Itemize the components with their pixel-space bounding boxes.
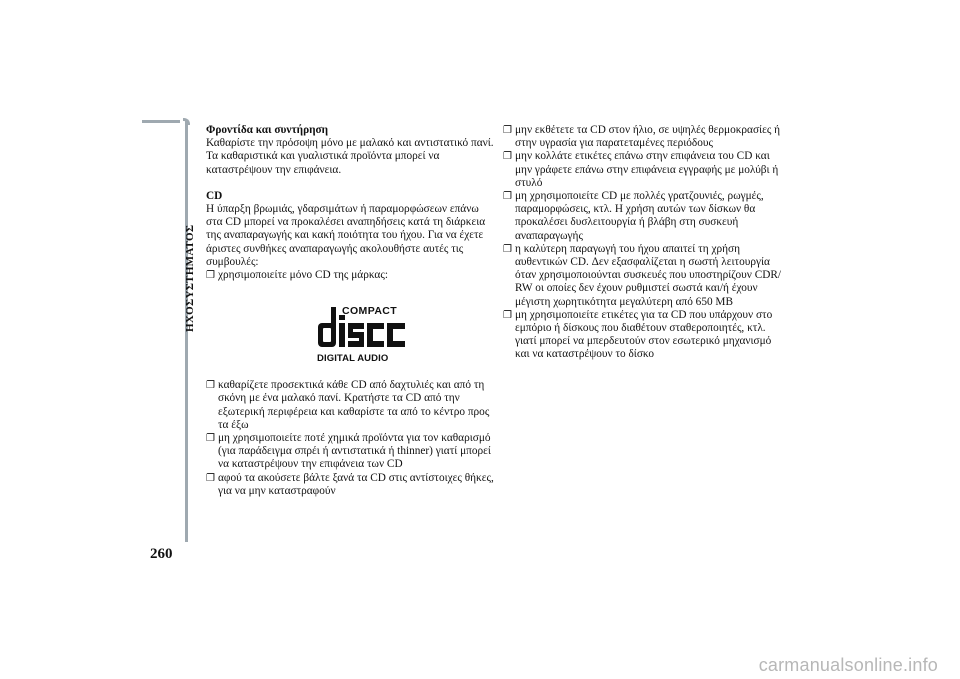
list-item — [503, 309, 786, 362]
list-item-text: μην κολλάτε ετικέτες επάνω στην επιφάνεια του CD και μην γράφετε επάνω στην επιφάνεια εγγραφής με μολύβι ή στυλό — [515, 150, 779, 189]
list-item-text: αφού τα ακούσετε βάλτε ξανά τα CD στις αντίστοιχες θήκες, για να μην καταστραφούν — [218, 471, 494, 497]
list-item — [206, 379, 496, 432]
list-item-text: καθαρίζετε προσεκτικά κάθε CD από δαχτυλιές και από τη σκόνη με ένα μαλακό πανί. Κρατήστε τα CD από την εξωτερική περιφέρεια και καθαρίστε τα από το κέντρο προς τα έξω — [218, 379, 490, 431]
checkbox-bullet-icon: ❐ — [503, 151, 512, 163]
list-item-text: μη χρησιμοποιείτε ποτέ χημικά προϊόντα για τον καθαρισμό (για παράδειγμα σπρέι ή αντιστατικά ή thinner) γιατί μπορεί να καταστρέψουν την επιφάνεια των CD — [218, 432, 491, 471]
compact-disc-logo — [317, 305, 417, 363]
section-label: ΗΧΟΣΥΣΤΗΜΑΤΟΣ — [184, 224, 196, 332]
list-item-text: χρησιμοποιείτε μόνο CD της μάρκας: — [218, 269, 388, 282]
list — [503, 124, 786, 362]
list-item-text: μην εκθέτετε τα CD στον ήλιο, σε υψηλές θερμοκρασίες ή στην υγρασία για παρατεταμένες περιόδους — [515, 124, 781, 150]
checkbox-bullet-icon: ❐ — [503, 191, 512, 203]
checkbox-bullet-icon: ❐ — [206, 380, 215, 392]
paragraph-care: Καθαρίστε την πρόσοψη μόνο με μαλακό και αντιστατικό πανί. Τα καθαριστικά και γυαλιστικά προϊόντα μπορεί να καταστρέψουν την επιφάνεια. — [206, 137, 494, 176]
page-number: 260 — [150, 546, 173, 562]
checkbox-bullet-icon: ❐ — [206, 433, 215, 445]
checkbox-bullet-icon: ❐ — [206, 472, 215, 484]
right-column — [503, 124, 786, 362]
heading-cd: CD — [206, 189, 223, 202]
list-item — [503, 124, 786, 150]
list-item-text: μη χρησιμοποιείτε ετικέτες για τα CD που υπάρχουν στο εμπόριο ή δίσκους που διαθέτουν σταθεροποιητές, κτλ. γιατί μπορεί να μπερδευτούν στον εσωτερικό μηχανισμό και να καταστρέψουν το δίσκο — [515, 308, 773, 361]
list-item — [503, 150, 786, 190]
checkbox-bullet-icon: ❐ — [503, 243, 512, 255]
margin-rule-top — [142, 120, 180, 123]
list-item — [206, 269, 496, 282]
list-item — [206, 472, 496, 498]
list-item-text: η καλύτερη παραγωγή του ήχου απαιτεί τη χρήση αυθεντικών CD. Δεν εξασφαλίζεται η σωστή λειτουργία όταν χρησιμοποιούνται συσκευές που υποστηρίζουν CDR/ RW οι οποίες δεν έχουν ρυθμιστεί σωστά και/ή έχουν μέγιστη χωρητικότητα μεγαλύτερη από 650 MB — [515, 242, 782, 308]
left-column — [206, 124, 496, 498]
list-item — [206, 432, 496, 472]
checkbox-bullet-icon: ❐ — [503, 125, 512, 136]
list-item — [503, 243, 786, 309]
checkbox-bullet-icon: ❐ — [503, 309, 512, 321]
list — [206, 379, 496, 498]
heading-care: Φροντίδα και συντήρηση — [206, 124, 329, 136]
list-item-text: μη χρησιμοποιείτε CD με πολλές γρατζουνιές, ρωγμές, παραμορφώσεις, κτλ. Η χρήση αυτών των δίσκων θα προκαλέσει δυσλειτουργία ή βλάβη στη συσκευή αναπαραγωγής — [515, 190, 764, 242]
logo-compact-text: COMPACT — [342, 305, 398, 318]
list-item — [503, 190, 786, 243]
checkbox-bullet-icon: ❐ — [206, 270, 215, 282]
paragraph-cd: Η ύπαρξη βρωμιάς, γδαρσιμάτων ή παραμορφώσεων επάνω στα CD μπορεί να προκαλέσει αναπηδήσεις κατά τη διάρκεια της αναπαραγωγής και κακή ποιότητα του ήχου. Για να έχετε άριστες συνθήκες αναπαραγωγής ακολουθήστε αυτές τις συμβουλές: — [206, 203, 486, 268]
logo-digital-audio-text: DIGITAL AUDIO — [317, 353, 389, 365]
watermark: carmanualsonline.info — [758, 655, 938, 675]
